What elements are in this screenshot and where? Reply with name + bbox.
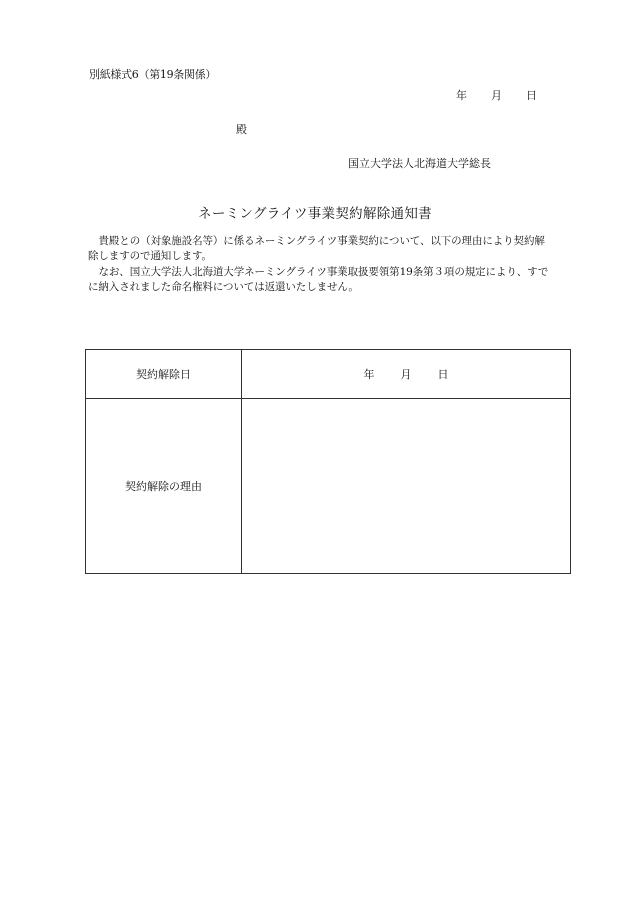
termination-details-table — [85, 349, 571, 574]
form-number-label: 別紙様式6（第19条関係） — [89, 68, 217, 81]
addressee-honorific: 殿 — [236, 123, 247, 136]
termination-date-month: 月 — [400, 368, 412, 381]
table-row-termination-reason — [86, 399, 571, 574]
table-row-termination-date — [86, 350, 571, 399]
body-paragraph-1: 貴殿との（対象施設名等）に係るネーミングライツ事業契約について、以下の理由により契約解除しますので通知します。 — [88, 235, 545, 263]
termination-reason-value — [242, 399, 571, 574]
issue-date-year: 年 — [456, 89, 467, 102]
termination-date-value — [242, 350, 571, 399]
sender-name: 国立大学法人北海道大学総長 — [348, 157, 491, 170]
issue-date-month: 月 — [491, 89, 502, 102]
document-title: ネーミングライツ事業契約解除通知書 — [198, 206, 432, 222]
notice-body — [88, 234, 553, 295]
termination-date-year: 年 — [363, 368, 375, 381]
termination-date-label: 契約解除日 — [86, 350, 242, 399]
issue-date-line — [456, 87, 537, 103]
termination-date-day: 日 — [437, 368, 449, 381]
body-paragraph-2: なお、国立大学法人北海道大学ネーミングライツ事業取扱要領第19条第３項の規定により、すでに納入されました命名権料については返還いたしません。 — [88, 265, 549, 293]
termination-reason-label: 契約解除の理由 — [86, 399, 242, 574]
issue-date-day: 日 — [526, 89, 537, 102]
